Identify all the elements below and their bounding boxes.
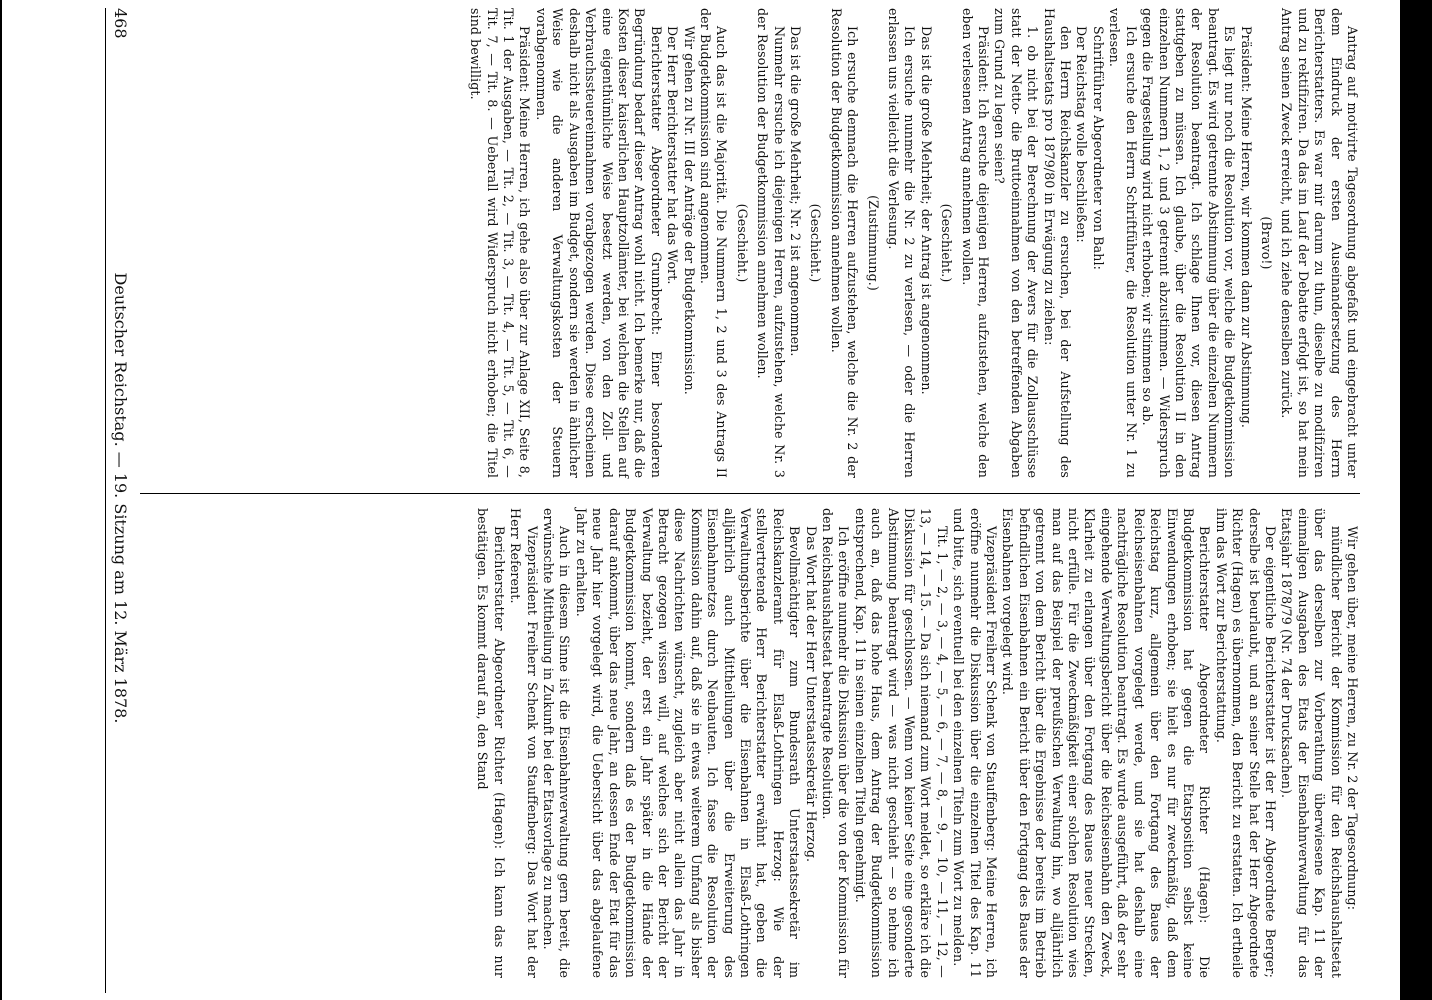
paragraph: Vizepräsident Freiherr Schenk von Stauffenberg: Meine Herren, ich eröffne nunmehr die Diskussion über die einzelnen Titel des Kap. 11 und bitte, sich eventuell bei den einzelnen Titeln zum Wort zu melden. (951, 508, 1000, 978)
paragraph: 1. ob nicht bei der Berechnung der Avers für die Zollausschlüsse statt der Netto- die Bruttoeinnahmen von den betreffenden Abgaben zum Grund zu legen seien? (992, 8, 1041, 478)
paragraph: Ich ersuche den Herrn Schriftführer, die Resolution unter Nr. 1 zu verlesen. (1107, 8, 1139, 478)
paragraph: Präsident: Meine Herren, ich gehe also über zur Anlage XII, Seite 8, Tit. 1 der Ausgaben, — Tit. 2, — Tit. 3, — Tit. 4, — Tit. 5, — Tit. 6, — Tit. 7, — Tit. 8. — Ueberall wird Widerspruch nicht erhoben; die Titel sind bewilligt. (468, 8, 533, 478)
paragraph: Berichterstatter Abgeordneter Richter (Hagen): Die Budgetkommission hat gegen die Etatsposition selbst keine Einwendungen erhoben; sie hielt es nur für zweckmäßig, daß dem Reichstag kurz, allgemein über den Fortgang des Baues der Reichseisenbahnen vorgelegt werde, und sie hat deshalb eine nachträgliche Resolution beantragt. Es wurde ausgeführt, daß der sehr eingehende Verwaltungsbericht über die Reichseisenbahn den Zweck, Klarheit zu erlangen über den Fortgang des Baues neuer Strecken, nicht erfülle. Für die Zweckmäßigkeit einer solchen Resolution wies man auf das Beispiel der preußischen Verwaltung hin, wo alljährlich getrennt von dem Bericht über die Ergebnisse der bereits im Betrieb befindlichen Eisenbahnen ein Bericht über den Fortgang des Baues der Eisenbahnen vorgelegt wird. (1000, 508, 1213, 978)
paragraph: Bevollmächtigter zum Bundesrath Unterstaatssekretär im Reichskanzleramt für Elsaß-Lothringen Herzog: Wie der stellvertretende Herr Berichterstatter erwähnt hat, geben die Verwaltungsberichte über die Eisenbahnen in Elsaß-Lothringen alljährlich auch Mittheilungen über die Erweiterung des Eisenbahnnetzes durch Neubauten. Ich fasse die Resolution der Kommission dahin auf, daß sie in etwas weiterem Umfang als bisher diese Nachrichten wünscht, zugleich aber nicht allein das Jahr in Betracht gezogen wissen will, auf welches sich der Bericht der Verwaltung bezieht, der erst ein Jahr später in die Hände der Budgetkommission kommt, sondern daß es der Budgetkommission darauf ankommt, über das neue Jahr, an dessen Ende der Etat für das neue Jahr hier vorgelegt wird, die Uebersicht über das abgelaufene Jahr zu erhalten. (573, 508, 803, 978)
paragraph: Antrag auf motivirte Tagesordnung abgefaßt und eingebracht unter dem Eindruck der ersten Auseinandersetzung des Herrn Berichterstatters. Es war mir darum zu thun, dieselbe zu modifiziren und zu rektifiziren. Da das im Lauf der Debatte erfolgt ist, so hat mein Antrag seinen Zweck erreicht, und ich ziehe denselben zurück. (1279, 8, 1360, 478)
paragraph: Der Herr Berichterstatter hat das Wort. (665, 26, 681, 285)
paragraph: Auch in diesem Sinne ist die Eisenbahnverwaltung gern bereit, die erwünschte Mittheilung in Zukunft bei der Etatsvorlage zu machen. (541, 508, 573, 978)
paragraph: Wir gehen zu Nr. III der Anträge der Budgetkommission. (681, 26, 697, 395)
dfg-logo: DFG (1409, 690, 1420, 715)
paragraph: Präsident: Meine Herren, wir kommen dann zur Abstimmung. (1238, 26, 1254, 428)
paragraph: Das Wort hat der Herr Unterstaatssekretär Herzog. (803, 526, 819, 863)
paragraph: (Zustimmung.) (865, 195, 881, 291)
column-divider (140, 493, 1360, 494)
header-rule (105, 8, 106, 993)
left-column (140, 8, 1360, 478)
right-column (140, 508, 1360, 978)
paragraph: Vizepräsident Freiherr Schenk von Stauffenberg: Das Wort hat der Herr Referent. (508, 508, 540, 978)
page-number: 468 (111, 8, 130, 39)
scanned-sheet (70, 8, 1360, 993)
paragraph: Es liegt nur noch die Resolution vor, welche die Budgetkommission beantragt. Es wird getrennte Abstimmung über die einzelnen Nummern der Resolution beantragt. Ich schlage Ihnen vor, diesen Antrag stattgeben zu müssen. Ich glaube, über die Resolution II in den einzelnen Nummern 1, 2 und 3 getrennt abzustimmen. — Widerspruch gegen die Fragestellung wird nicht erhoben; wir stimmen so ab. (1140, 8, 1238, 478)
paragraph: Auch das ist die Majorität. Die Nummern 1, 2 und 3 des Antrags II der Budgetkommission sind angenommen. (697, 8, 730, 478)
paragraph: (Geschieht.) (734, 203, 750, 283)
paragraph: Wir gehen über, meine Herren, zu Nr. 2 der Tagesordnung: (1345, 526, 1360, 911)
attribution-text: Digitalisierung gefördert durch die Deutsche Forschungsgemeinschaft - (1408, 284, 1420, 684)
paragraph: Berichterstatter Abgeordneter Richter (Hagen): Ich kann das nur bestätigen. Es kommt darauf an, den Stand (475, 508, 507, 978)
paragraph: (Bravo!) (1258, 216, 1274, 270)
paragraph: Ich ersuche nunmehr die Nr. 2 zu verlesen, — oder die Herren erlassen uns vielleicht die Verlesung. (886, 8, 918, 478)
paragraph: Ich ersuche demnach die Herren aufzustehen, welche die Nr. 2 der Resolution der Budgetkommission annehmen wollen. (828, 8, 861, 478)
paragraph: Tit. 1, — 2, — 3, — 4, — 5, — 6, — 7, — 8, — 9, — 10, — 11, — 12, — 13, — 14, — 15. — Da sich niemand zum Wort meldet, so erkläre ich die Diskussion für geschlossen. — Wenn von keiner Seite eine gesonderte Abstimmung beantragt wird — was nicht geschieht — so nehme ich auch an, daß das hohe Haus, dem Antrag der Budgetkommission entsprechend, Kap. 11 in seinen einzelnen Titeln genehmigt. (852, 508, 950, 978)
paragraph: Berichterstatter Abgeordneter Grumbrecht: Einer besonderen Begründung bedarf dieser Antrag wohl nicht. Ich bemerke nur, daß die Kosten dieser kaiserlichen Hauptzollämter, bei welchen die Stellen auf eine eigenthümliche Weise besetzt werden, von den Zoll- und Verbrauchssteuereinnahmen vorabgezogen werden. Diese erscheinen deshalb nicht als Ausgaben im Budget, sondern sie werden in ähnlicher Weise wie die anderen Verwaltungskosten der Steuern vorabgenommen. (533, 8, 664, 478)
paragraph: mündlicher Bericht der Kommission für den Reichshaushaltsetat über das derselben zur Vorberathung überwiesene Kap. 11 der einmaligen Ausgaben des Etats der Eisenbahnverwaltung für das Etatsjahr 1878/79 (Nr. 74 der Drucksachen). (1279, 508, 1344, 978)
scan-border-left (0, 0, 2, 1000)
paragraph: (Geschieht.) (939, 203, 955, 283)
paragraph: Präsident: Ich ersuche diejenigen Herren, aufzustehen, welche den eben verlesenen Antrag annehmen wollen. (959, 8, 992, 478)
paragraph: Das ist die große Mehrheit; der Antrag ist angenommen. (918, 26, 934, 395)
paragraph: Der eigentliche Berichterstatter ist der Herr Abgeordnete Berger; derselbe ist beurlaubt, und an seiner Stelle hat der Herr Abgeordnete Richter (Hagen) es übernommen, den Bericht zu erstatten. Ich ertheile ihm das Wort zur Berichterstattung. (1213, 508, 1278, 978)
page-title: Deutscher Reichstag. — 19. Sitzung am 12. März 1878. (111, 272, 130, 724)
paragraph: Ich eröffne nunmehr die Diskussion über die von der Kommission für den Reichshaushaltsetat beantragte Resolution. (820, 508, 852, 978)
paragraph: den Herrn Reichskanzler zu ersuchen, bei der Aufstellung des Haushaltsetats pro 1879/80 in Erwägung zu ziehen: (1041, 8, 1074, 478)
dfg-attribution (1409, 50, 1420, 950)
paragraph: Nunmehr ersuche ich diejenigen Herren, aufzustehen, welche Nr. 3 der Resolution der Budgetkommission annehmen wollen. (755, 8, 787, 478)
paragraph: Das ist die große Mehrheit; Nr. 2 ist angenommen. (788, 26, 803, 357)
paragraph: (Geschieht.) (808, 203, 824, 283)
paragraph: Der Reichstag wolle beschließen: (1074, 26, 1090, 243)
paragraph: Schriftführer Abgeordneter von Bahl: (1090, 26, 1106, 270)
